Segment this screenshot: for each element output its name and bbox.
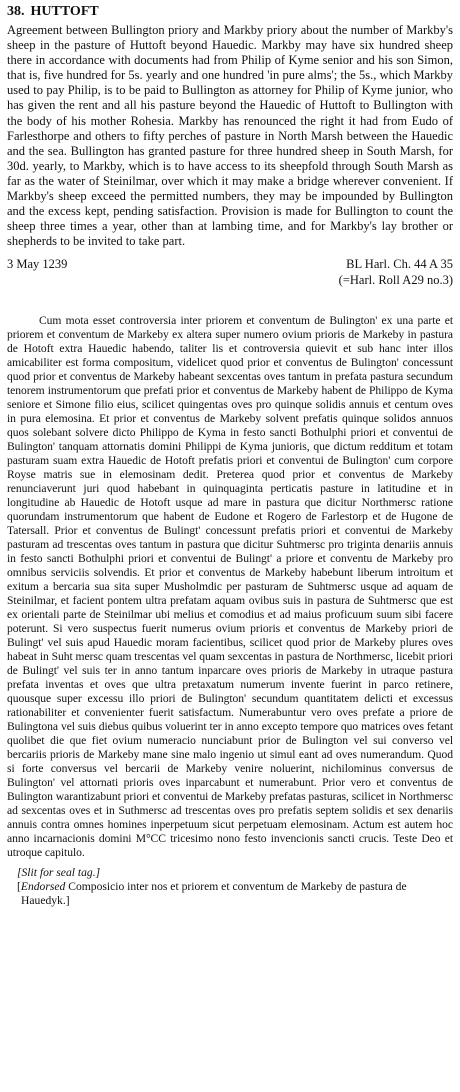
endorsement-text: Composicio inter nos et priorem et conventum de Markeby de pastura de Hauedyk.] <box>21 879 407 907</box>
english-summary: Agreement between Bullington priory and Markby priory about the number of Markby's sheep in the pasture of Huttoft beyond Hauedic. Markby may have six hundred sheep there in accordance with documents had from Philip of Kyme senior and his son Simon, that is, five hundred for 5s. yearly and one hundred 'in pure alms'; the 5s., which Markby used to pay Philip, is to be paid to Bullington as attorney for Philip of Kyme junior, who has given the rent and all his pasture beyond the Hauedic of Huttoft to Bullington with the body of his mother Rohesia. Markby has renounced the right it had from Eudo of Farlesthorpe and others to fifty perches of pasture in North Marsh between the Hauedic and the sea. Bullington has granted pasture for three hundred sheep in South Marsh, for 30d. yearly, to Markby, which is to have access to its sheepfold through South Marsh as far as the water of Steinilmar, over which it may make a bridge wherever convenient. If Markby's sheep exceed the permitted numbers, they may be impounded by Bullington and the excess kept, pending satisfaction. Provision is made for Bullington to count the sheep three times a year, other than at lambing time, and for Markby's lay brother or shepherds to be invited to take part. <box>7 23 453 249</box>
charter-number: 38. <box>7 4 25 19</box>
reference-primary: BL Harl. Ch. 44 A 35 <box>346 257 453 272</box>
latin-text: Cum mota esset controversia inter priorem et conventum de Bulington' ex una parte et priorem et conventum de Markeby ex altera super numero ovium prioris de Markeby in pastura de Hotoft extra Hauedic habendo, taliter lis et controversia quievit et sub hanc inter illos amicabiliter est forma compositum, videlicet quod prior et conventus de Bulington' concessunt quod prior et conventus de Markeby habeant sexcentas oves tantum in prefata pastura secundum tenorem instrumentorum que prefati prior et conventus de Markeby habent de Philippo de Kyma seniore et Simone filio eius, scilicet quingentas oves pro quinque solidis annuis et centum oves in pura elemosina. Et prior et conventus de Markeby solvent prefatis quinque solidos annuos quos solebant solvere dicto Philippo de Kyma in festo sancti Bothulphi priori et conventui de Bulington' tanquam attornatis domini Philippi de Kyma junioris, que dictum redditum et totam pasturam suam extra Hauedic de Hotoft prefatis priori et conventui de Bulington' cum corpore Royse matris sue in elemosinam dedit. Preterea quod prior et conventus de Markeby renunciaverunt juri quod habebant in quinquaginta perticatis pasture in latitudine et in longitudine ab Hauedic de Hotoft usque ad mare in pastura que dicitur Northmersc ratione quorundam instrumentorum que habent de Eudone et Rogero de Farlestorp et de Hugone de Tatersall. Prior et conventus de Bulingt' concessunt prefatis priori et conventui de Markeby pasturam ad trescentas oves tantum in pastura que dicitur Suhtmersc pro triginta denariis annuis in festo sancti Bothulphi priori et conventui de Bulingt' a priore et conventu de Markeby pro omnibus serviciis solvendis. Et prior et conventus de Markeby habebunt liberum introitum et exitum a bercaria sua sita super Musholmdic per pasturam de Suhtmersc usque ad aquam de Steinilmar, et facient pontem ultra prefatam aquam ovibus suis in pastura de Suhtmersc que est ex orientali parte de Steinilmar ubi melius et comodius et ad maius proficuum suum sibi facere poterunt. Si vero suspectus fuerit numerus ovium prioris et conventus de Markeby priori de Bulingt' vel suis apud Hauedic moram facientibus, scilicet quod prior de Markeby plures oves habeat in Suht mersc quam trescentas vel quam sexcentas in pastura de Northmersc, licebit priori de Bulingt' vel suis ter in anno tantum inparcare oves prioris de Markeby in utraque pastura prefata inventas et oves que ultra pretaxatum numerum invente fuerint in parco retinere, quousque super excessu illo priori de Bulington' secundum quantitatem delicti et excessus rationabiliter et convenienter fuerit satisfactum. Numerabuntur vero oves prefate a priore de Bulingtona vel suis diebus quibus voluerint ter in anno excepto tempore quo matrices oves fetant quolibet die que fiet ovium numeracio nunciabunt prior de Bulington vel sui converso vel bercariis prioris de Markeby mane sine malo ingenio ut simul eant ad oves numerandum. Quod si forte conversus vel bercarii de Markeby venire noluerint, nichilominus conversus de Bulington' vel attornati prioris oves inparcabunt et numerabunt. Prior vero et conventus de Bulington warantizabunt priori et conventui de Markeby prefatas pasturas, scilicet in Northmersc ad sexcentas oves et in Suthmersc ad trescentas oves pro prefatis septem solidis et sex denariis annuis contra omnes homines inperpetuum sicut perpetuam elemosinam. Actum est autem hoc anno incarnacionis domini M°CC tricesimo nono festo invencionis sancti crucis. Teste Deo et utroque capitulo. <box>7 313 453 859</box>
charter-title: HUTTOFT <box>30 4 99 19</box>
charter-date: 3 May 1239 <box>7 257 68 272</box>
editorial-notes <box>7 866 453 908</box>
archive-reference <box>339 257 453 287</box>
reference-secondary: (=Harl. Roll A29 no.3) <box>338 272 453 287</box>
charter-heading <box>7 4 453 20</box>
endorsement-note: [Endorsed Composicio inter nos et priorem et conventum de Markeby de pastura de Hauedyk.] <box>17 879 407 907</box>
endorsement-label: Endorsed <box>20 879 66 893</box>
seal-note: [Slit for seal tag.] <box>17 865 101 879</box>
date-reference-line <box>7 257 453 287</box>
